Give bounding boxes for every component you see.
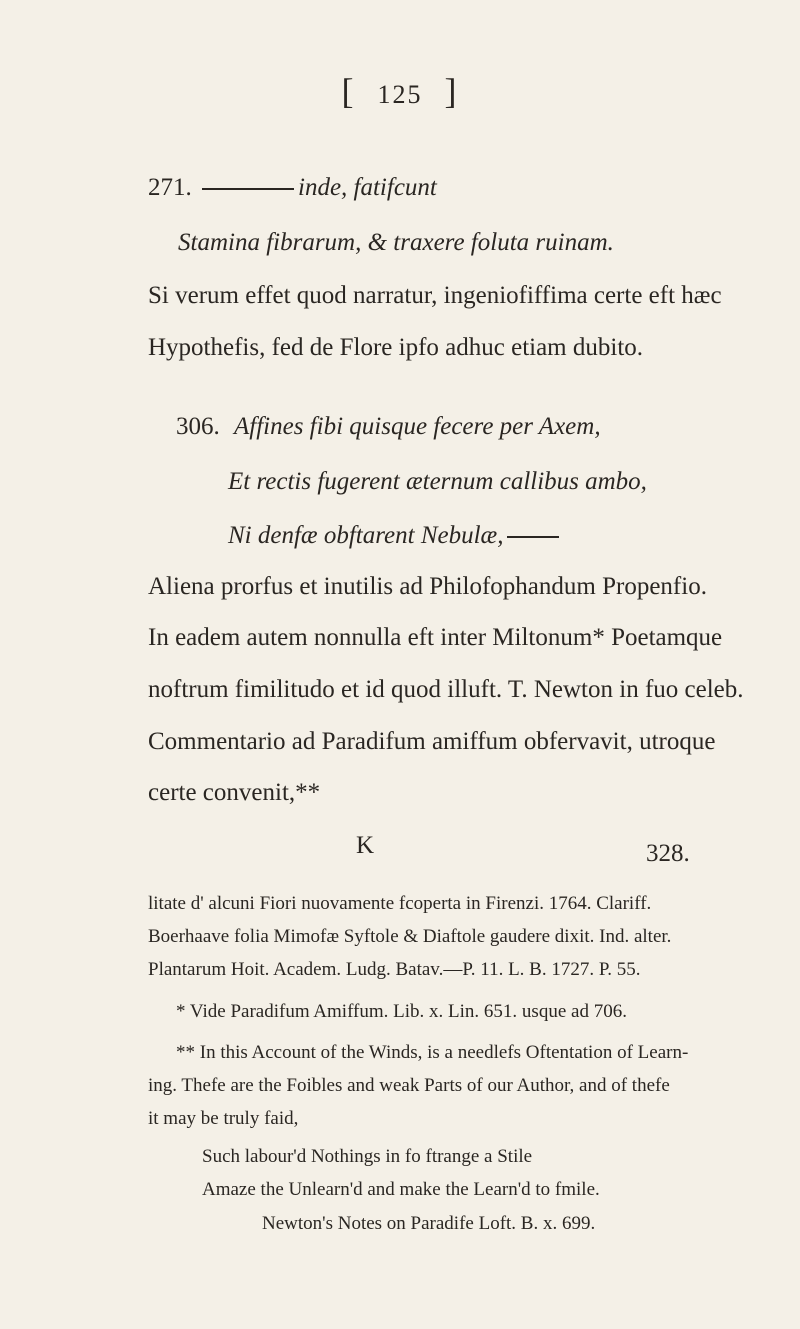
right-bracket: ] [444,71,459,111]
left-bracket: [ [341,71,356,111]
footnote-continued-line3: Plantarum Hoit. Academ. Ludg. Batav.—P. 11. L. B. 1727. P. 55. [148,959,641,980]
verse-line1: Such labour'd Nothings in fo ftrange a Stile [202,1146,533,1167]
quote-dash [507,536,559,538]
page-header [0,70,800,112]
footnote-2-line2: ing. Thefe are the Foibles and weak Parts of our Author, and of thefe [148,1075,670,1096]
para1-line2: Hypothefis, fed de Flore ipfo adhuc etiam dubito. [148,334,644,361]
quote1-line1-text: inde, fatifcunt [298,174,437,201]
footnote-continued-line1: litate d' alcuni Fiori nuovamente fcoperta in Firenzi. 1764. Clariff. [148,893,652,914]
para2-line3: noftrum fimilitudo et id quod illuft. T. Newton in fuo celeb. [148,676,744,703]
para1-line1: Si verum effet quod narratur, ingeniofiffima certe eft hæc [148,282,722,309]
quote2-line-number: 306. [176,413,220,440]
para2-line4: Commentario ad Paradifum amiffum obfervavit, utroque [148,728,716,755]
quote2-line1 [176,413,601,441]
verse-line2: Amaze the Unlearn'd and make the Learn'd to fmile. [202,1179,600,1200]
page-number: 125 [377,80,423,109]
verse-attribution: Newton's Notes on Paradife Loft. B. x. 699. [262,1213,596,1234]
quote2-line3-text: Ni denfæ obftarent Nebulæ, [228,522,504,549]
quote2-line3 [228,522,563,550]
footnote-1: * Vide Paradifum Amiffum. Lib. x. Lin. 651. usque ad 706. [176,1001,627,1022]
quote1-line1 [148,174,437,202]
quote2-line2: Et rectis fugerent æternum callibus ambo, [228,468,647,495]
footnote-continued-line2: Boerhaave folia Mimofæ Syftole & Diaftole gaudere dixit. Ind. alter. [148,926,672,947]
para2-line5: certe convenit,** [148,779,321,806]
footnote-2-line3: it may be truly faid, [148,1108,299,1129]
para2-line2: In eadem autem nonnulla eft inter Miltonum* Poetamque [148,624,723,651]
catchword: 328. [646,840,690,867]
signature-mark: K [356,832,375,859]
quote1-line-number: 271. [148,174,192,201]
para2-line1: Aliena prorfus et inutilis ad Philofophandum Propenfio. [148,573,707,600]
quote2-line1-text: Affines fibi quisque fecere per Axem, [234,413,601,440]
quote1-line2: Stamina fibrarum, & traxere foluta ruinam. [178,229,614,256]
footnote-2-line1: ** In this Account of the Winds, is a needlefs Oftentation of Learn- [176,1042,689,1063]
quote-dash [202,188,294,190]
